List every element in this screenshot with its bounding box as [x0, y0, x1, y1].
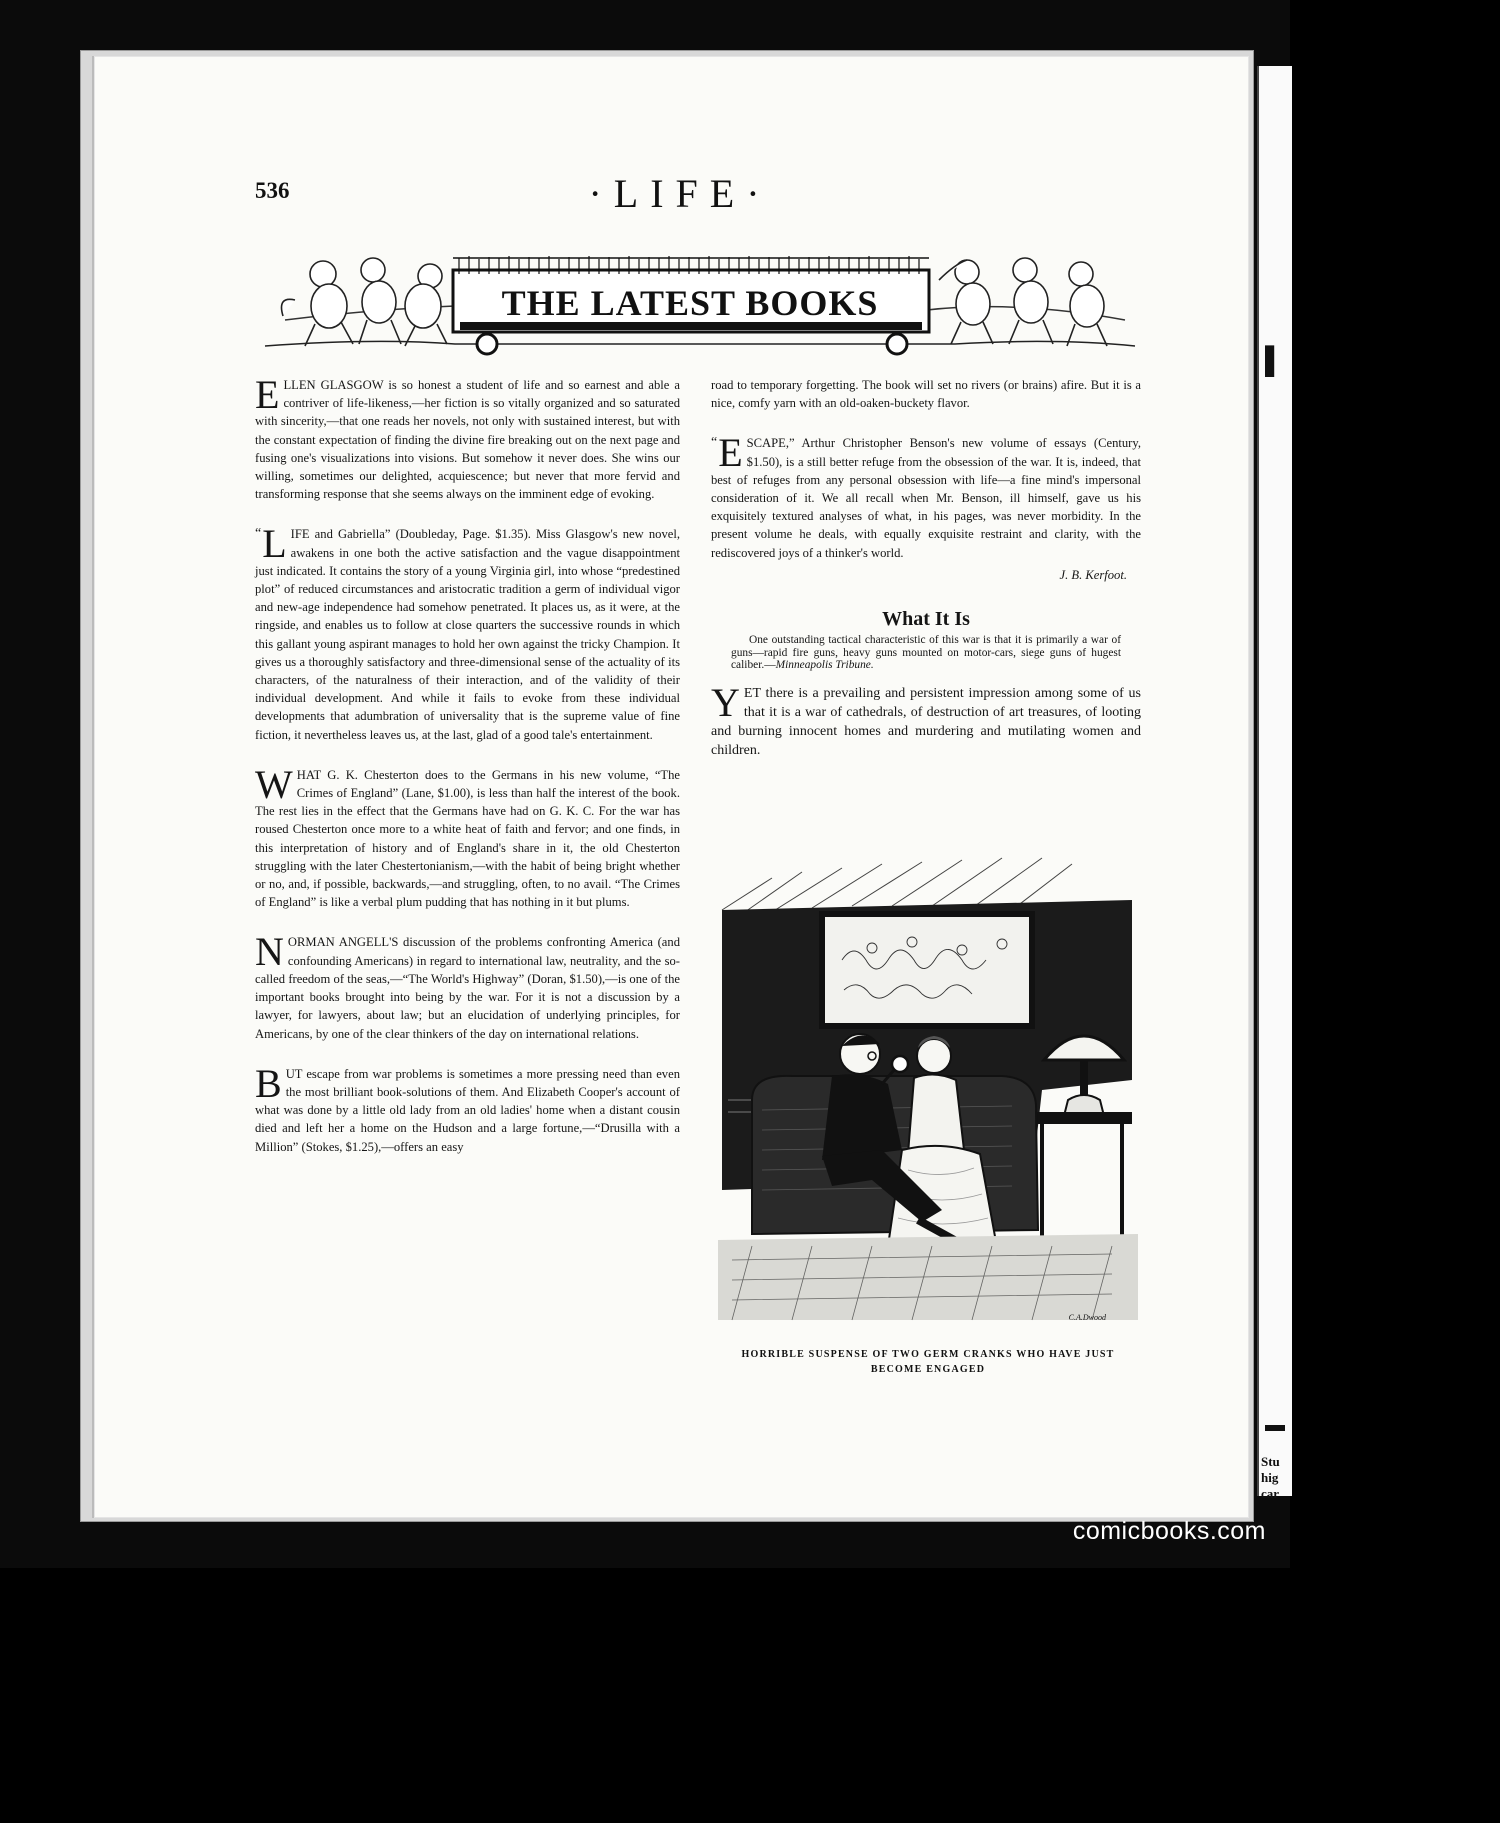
opening-quote: “ — [255, 526, 262, 542]
angell-paragraph — [255, 929, 680, 1042]
right-column — [711, 376, 1141, 760]
paragraph-text: HAT G. K. Chesterton does to the Germans in his new volume, “The Crimes of England” (Lane, $1.00), is less than half the interest of the book. The rest lies in the effect that the Germans have had on G. K. C. For the war has roused Chesterton once more to a white heat of faith and fervor; and one finds, in this interpretation of history and of England's share in it, the old Chesterton struggling with the later Chestertonianism,—with the habit of being bright whether or no, and, if possible, backwards,—and struggling, often, to no avail. “The Crimes of England” is like a verbal plum pudding that has nothing in it but plums. — [255, 767, 680, 910]
paragraph-text: LLEN GLASGOW is so honest a student of life and so earnest and able a contriver of life-likeness,—her fiction is so vitally organized and so saturated with sincerity,—that one reads her novels, not only with sustained interest, but with the constant expectation of finding the divine fire breaking out on the next page and fusing one's visualizations into visions. But somehow it never does. She wins our willing, sometimes our delighted, acquiescence; but never that more fervid and transforming response that she seems always on the imminent edge of evoking. — [255, 378, 680, 502]
artist-signature: C.A.Dwood — [1068, 1313, 1106, 1322]
chesterton-paragraph — [255, 761, 680, 912]
dropcap: N — [255, 929, 284, 975]
dropcap: B — [255, 1060, 282, 1106]
paragraph-text: ORMAN ANGELL'S discussion of the problems confronting America (and confounding Americans) in regard to international law, neutrality, and the so-called freedom of the seas,—“The World's Highway” (Doran, $1.50),—is one of the important books brought into being by the war. For it is not a discussion by a lawyer, for lawyers, about law; but an elucidation of underlying principles, for Americans, by one of the clear thinkers of the day on international relations. — [255, 935, 680, 1041]
facing-page-edge — [1257, 66, 1292, 1501]
illustration-caption — [712, 1347, 1144, 1377]
escape-paragraph — [711, 430, 1141, 561]
opening-quote: “ — [711, 435, 718, 451]
author-signature: J. B. Kerfoot. — [1059, 567, 1127, 582]
caption-line: BECOME ENGAGED — [870, 1364, 986, 1375]
latest-books-banner — [255, 250, 1147, 360]
quote-source: Minneapolis Tribune. — [775, 659, 874, 672]
facing-page-mark: ▬ — [1265, 1414, 1285, 1436]
banner-title: THE LATEST BOOKS — [501, 283, 879, 323]
masthead-title: ·LIFE· — [588, 171, 772, 216]
paragraph-text: ET there is a prevailing and persistent impression among some of us that it is a war of cathedrals, of destruction of art treasures, of looting and burning innocent homes and murdering and mutilating women and children. — [711, 686, 1141, 759]
facing-page-mark: ▌ — [1265, 346, 1284, 375]
cartoon-drawing — [712, 850, 1144, 1330]
dropcap: W — [255, 761, 293, 807]
caption-line: HORRIBLE SUSPENSE OF TWO GERM CRANKS WHO HAVE JUST — [741, 1349, 1115, 1360]
drusilla-paragraph — [255, 1060, 680, 1156]
dropcap: L — [262, 521, 287, 567]
germ-cranks-illustration — [712, 850, 1144, 1330]
glasgow-paragraph — [255, 372, 680, 503]
watermark-text: comicbooks.com — [1072, 1517, 1266, 1545]
section-heading: What It Is — [882, 608, 970, 631]
paragraph-text: IFE and Gabriella” (Doubleday, Page. $1.35). Miss Glasgow's new novel, awakens in one both the active satisfaction and the vague disappointment just indicated. It contains the story of a young Virginia girl, into whose “predestined plot” of reduced circumstances and aristocratic tradition a germ of individual vigor and new-age independence had somehow penetrated. It places us, as it were, at the ringside, and enables us to follow at close quarters the successive rounds in which this gallant young aspirant manages to hold her own against the tricky Champion. It gives us a thoroughly satisfactory and three-dimensional sense of the actuality of its characters, of the naturalness of their interaction, and of the validity of their individual development. And while it fails to evoke from these individual developments that adumbration of universality that is the supreme value of fine fiction, it nevertheless leaves us, at the last, glad of a good tale's entertainment. — [255, 527, 680, 742]
facing-page-text: Stu — [1261, 1454, 1280, 1469]
life-and-gabriella-paragraph — [255, 521, 680, 743]
dropcap: Y — [711, 680, 740, 726]
left-column — [255, 372, 680, 1156]
facing-page-text: car — [1261, 1486, 1280, 1501]
epigraph-quote — [731, 634, 1121, 672]
paragraph-text: UT escape from war problems is sometimes a more pressing need than even the most brilliant book-solutions of them. And Elizabeth Cooper's account of what was done by a little old lady from an old ladies' home when a distant cousin died and left her a home on the Hudson and a large fortune,—“Drusilla with a Million” (Stokes, $1.25),—offers an easy — [255, 1066, 680, 1154]
quote-text: One outstanding tactical characteristic of this war is that it is primarily a war of guns—rapid fire guns, heavy guns mounted on motor-cars, siege guns of hugest caliber.— — [731, 634, 1121, 672]
dropcap: E — [255, 372, 280, 417]
paragraph-text: SCAPE,” Arthur Christopher Benson's new volume of essays (Century, $1.50), is a still better refuge from the obsession of the war. It is, indeed, that best of refuges from any personal obsession with life—a fine mind's impersonal consideration of it. We all recall when Mr. Benson, ill himself, gave us his exquisitely textured analyses of what, in his pages, was never morbidity. In the present volume he deals, with equally exquisite restraint and clarity, with the rediscovered joys of a thinker's world. — [711, 436, 1141, 560]
page-number: 536 — [255, 178, 290, 203]
what-it-is-paragraph — [711, 680, 1141, 760]
facing-page-text: hig — [1261, 1470, 1279, 1485]
dropcap: E — [718, 430, 743, 476]
drusilla-continuation: road to temporary forgetting. The book will set no rivers (or brains) afire. But it is a nice, comfy yarn with an old-oaken-buckety flavor. — [711, 378, 1141, 411]
